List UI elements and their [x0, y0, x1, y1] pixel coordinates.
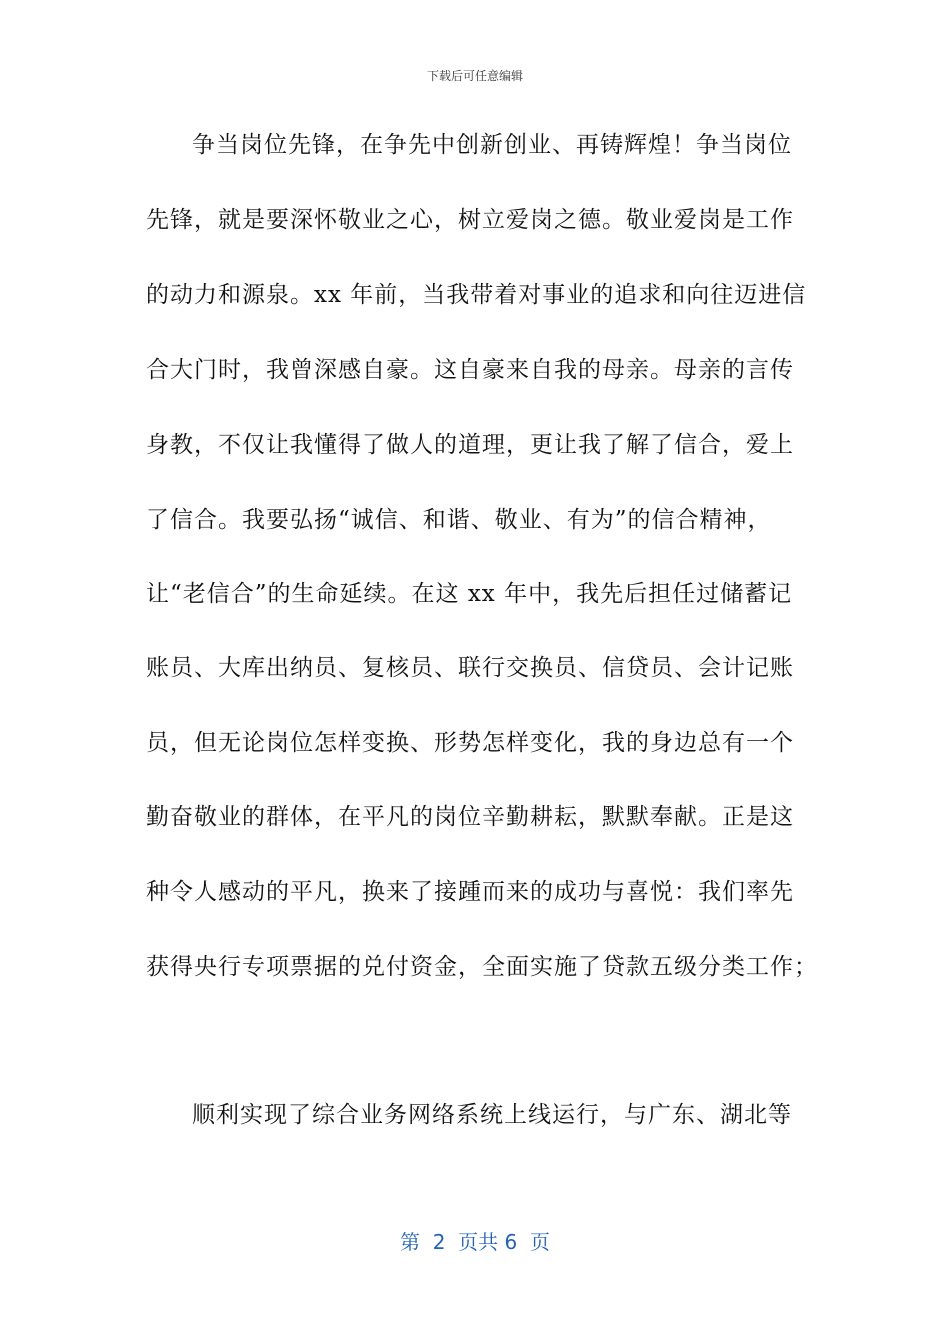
text-line: 身教，不仅让我懂得了做人的道理，更让我了解了信合，爱上: [146, 432, 794, 458]
text-line: 顺利实现了综合业务网络系统上线运行，与广东、湖北等: [192, 1102, 792, 1128]
text-line: 种令人感动的平凡，换来了接踵而来的成功与喜悦：我们率先: [146, 879, 794, 905]
text-line: 获得央行专项票据的兑付资金，全面实施了贷款五级分类工作；: [146, 954, 818, 980]
text-line: 合大门时，我曾深感自豪。这自豪来自我的母亲。母亲的言传: [146, 357, 794, 383]
text-line: 员，但无论岗位怎样变换、形势怎样变化，我的身边总有一个: [146, 730, 794, 756]
page-number-footer: 第 2 页共 6 页: [400, 1230, 550, 1254]
text-line: 争当岗位先锋，在争先中创新创业、再铸辉煌！争当岗位: [192, 132, 792, 158]
text-line: 先锋，就是要深怀敬业之心，树立爱岗之德。敬业爱岗是工作: [146, 207, 794, 233]
text-line: 让“老信合”的生命延续。在这 xx 年中，我先后担任过储蓄记: [146, 581, 793, 607]
text-line: 勤奋敬业的群体，在平凡的岗位辛勤耕耘，默默奉献。正是这: [146, 804, 794, 830]
text-line: 了信合。我要弘扬“诚信、和谐、敬业、有为”的信合精神，: [146, 507, 772, 533]
text-line: 账员、大库出纳员、复核员、联行交换员、信贷员、会计记账: [146, 655, 794, 681]
header-note: 下载后可任意编辑: [426, 69, 523, 83]
text-line: 的动力和源泉。xx 年前，当我带着对事业的追求和向往迈进信: [146, 282, 807, 308]
